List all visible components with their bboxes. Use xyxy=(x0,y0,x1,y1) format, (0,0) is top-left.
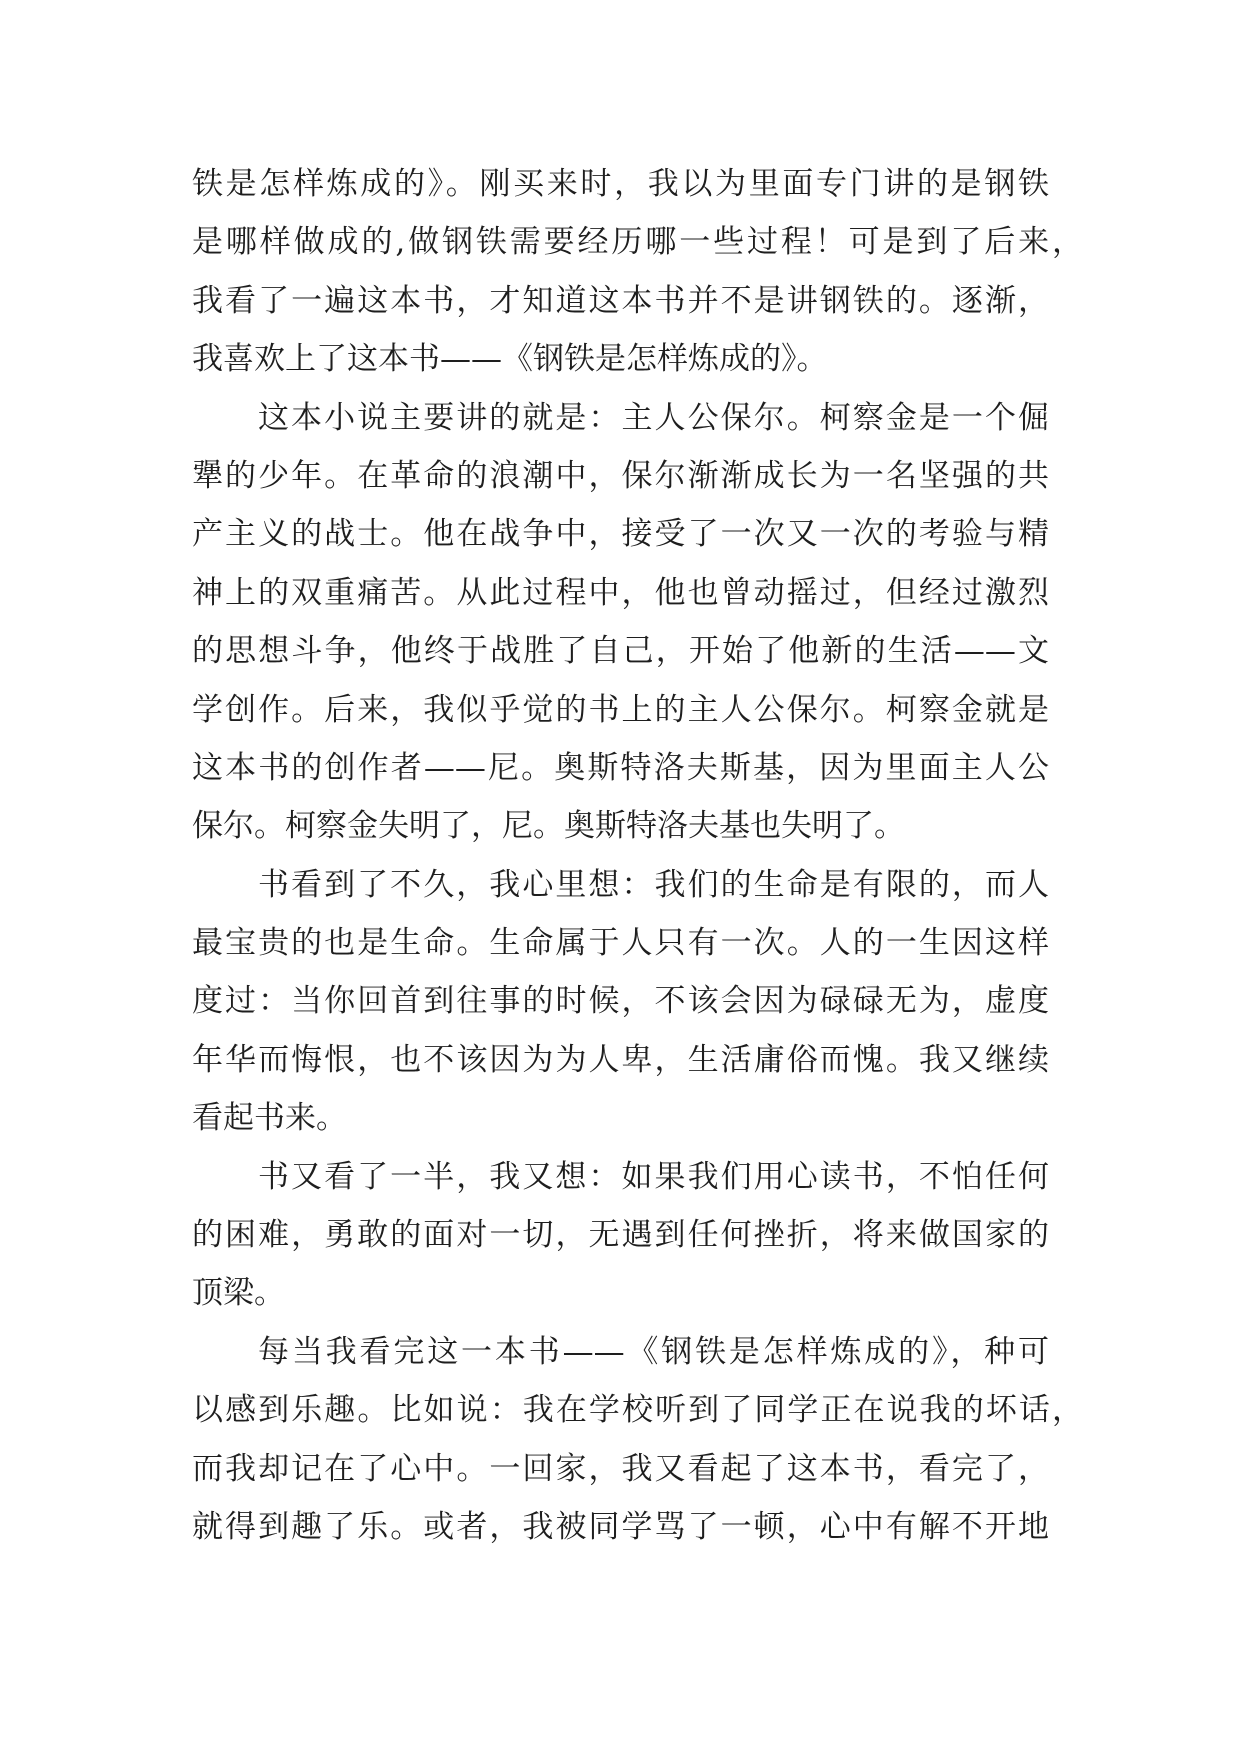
text-line: 年华而悔恨，也不该因为为人卑，生活庸俗而愧。我又继续 xyxy=(192,1041,1049,1078)
text-line: 就得到趣了乐。或者，我被同学骂了一顿，心中有解不开地 xyxy=(192,1508,1049,1545)
text-line: 神上的双重痛苦。从此过程中，他也曾动摇过，但经过激烈 xyxy=(192,574,1049,611)
paragraph-4 xyxy=(192,1148,1049,1323)
text-line: 铁是怎样炼成的》。刚买来时，我以为里面专门讲的是钢铁 xyxy=(192,166,1049,202)
text-line: 这本小说主要讲的就是：主人公保尔。柯察金是一个倔 xyxy=(258,399,1049,436)
document-body xyxy=(192,155,1083,1556)
text-line: 每当我看完这一本书——《钢铁是怎样炼成的》，种可 xyxy=(258,1333,1049,1370)
text-line: 顶梁。 xyxy=(192,1275,285,1312)
paragraph-3 xyxy=(192,856,1049,1148)
text-line: 最宝贵的也是生命。生命属于人只有一次。人的一生因这样 xyxy=(192,925,1049,962)
text-line: 的思想斗争，他终于战胜了自己，开始了他新的生活——文 xyxy=(192,633,1049,670)
text-line: 犟的少年。在革命的浪潮中，保尔渐渐成长为一名坚强的共 xyxy=(192,457,1049,494)
paragraph-1 xyxy=(192,155,1083,389)
text-line: 度过：当你回首到往事的时候，不该会因为碌碌无为，虚度 xyxy=(192,983,1049,1020)
paragraph-5 xyxy=(192,1323,1083,1557)
text-line: 是哪样做成的,做钢铁需要经历哪一些过程！可是到了后来， xyxy=(192,224,1083,261)
text-line: 以感到乐趣。比如说：我在学校听到了同学正在说我的坏话， xyxy=(192,1392,1083,1429)
text-line: 学创作。后来，我似乎觉的书上的主人公保尔。柯察金就是 xyxy=(192,691,1049,728)
text-line: 书又看了一半，我又想：如果我们用心读书，不怕任何 xyxy=(258,1158,1049,1195)
text-line: 的困难，勇敢的面对一切，无遇到任何挫折，将来做国家的 xyxy=(192,1217,1049,1254)
paragraph-2 xyxy=(192,389,1049,856)
text-line: 这本书的创作者——尼。奥斯特洛夫斯基，因为里面主人公 xyxy=(192,749,1049,786)
text-line: 看起书来。 xyxy=(192,1100,347,1137)
text-line: 我看了一遍这本书，才知道这本书并不是讲钢铁的。逐渐， xyxy=(192,282,1049,319)
text-line: 我喜欢上了这本书——《钢铁是怎样炼成的》。 xyxy=(192,341,828,378)
text-line: 书看到了不久，我心里想：我们的生命是有限的，而人 xyxy=(258,866,1049,903)
text-line: 产主义的战士。他在战争中，接受了一次又一次的考验与精 xyxy=(192,516,1049,553)
text-line: 而我却记在了心中。一回家，我又看起了这本书，看完了， xyxy=(192,1450,1049,1487)
text-line: 保尔。柯察金失明了，尼。奥斯特洛夫基也失明了。 xyxy=(192,808,905,845)
